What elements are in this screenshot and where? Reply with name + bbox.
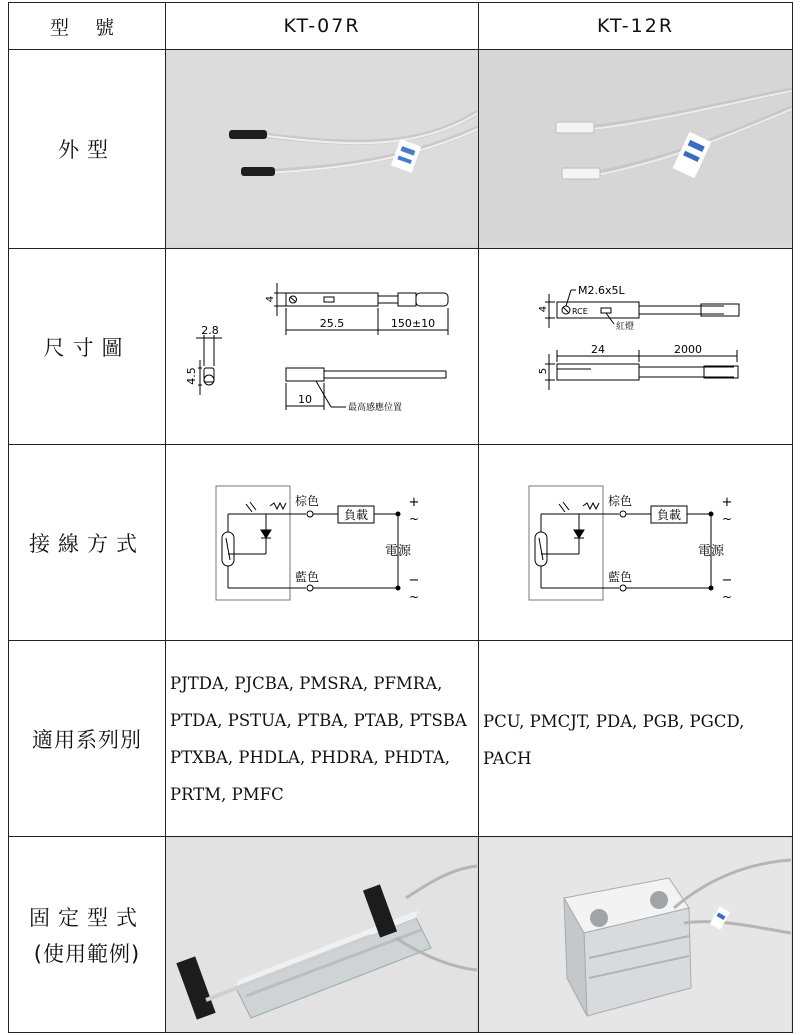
kt12r-wiring-diagram [479,445,793,641]
kt12r-photo [479,50,793,249]
appearance-label: 外型 [9,50,166,249]
kt07r-cylinder-image [166,838,477,1032]
dimensions-label: 尺寸圖 [9,249,166,445]
kt07r-series-line: PJTDA, PJCBA, PMSRA, PFMRA, [170,673,443,693]
appearance-row [9,50,793,249]
kt07r-dim-25-5: 25.5 [319,316,345,330]
wiring-row [9,445,793,641]
header-row [9,3,793,50]
kt12r-power: 電源 [697,543,725,559]
mounting-row [9,837,793,1033]
dimensions-row [9,249,793,445]
kt12r-dimension-drawing [479,249,793,445]
kt12r-circuit [479,446,791,640]
kt07r-series-line: PRTM, PMFC [170,784,284,804]
kt07r-dim-4: 4 [265,295,276,302]
kt12r-minus: − [721,572,733,588]
kt07r-load: 負載 [343,507,369,522]
kt12r-dim-4: 4 [538,305,549,312]
kt12r-blue-wire: 藍色 [608,569,633,584]
kt12r-screw-spec: M2.6x5L [578,283,625,297]
kt07r-dim-10: 10 [298,392,312,406]
kt12r-dim-5: 5 [538,367,549,374]
kt07r-minus: − [408,572,420,588]
kt07r-tilde-top: ~ [408,511,420,526]
kt12r-plus: + [721,494,733,510]
kt07r-dim-150: 150±10 [390,316,436,330]
kt07r-series-list [166,641,479,837]
kt12r-mounting-photo [479,837,793,1033]
kt07r-drawing [166,250,477,444]
kt07r-sensor-image [167,50,478,244]
kt07r-photo [166,50,479,249]
mounting-label [9,837,166,1033]
kt07r-series-line: PTXBA, PHDLA, PHDRA, PHDTA, [170,747,451,767]
kt12r-tilde-top: ~ [721,511,733,526]
kt07r-plus: + [408,494,420,510]
kt07r-dim-4-5: 4.5 [185,366,198,385]
kt12r-cylinder-image [479,838,791,1032]
kt12r-sensor-image [480,50,792,244]
header-kt07r: KT-07R [166,3,479,50]
kt07r-power: 電源 [384,543,412,559]
kt12r-load: 負載 [656,507,682,522]
header-kt12r: KT-12R [479,3,793,50]
kt07r-tilde-bottom: ~ [408,589,420,604]
kt07r-blue-wire: 藍色 [295,569,320,584]
kt07r-brown-wire: 棕色 [295,493,320,508]
kt12r-series-line: PACH [483,748,532,768]
mounting-label-line1: 固定型式 [29,905,145,930]
kt07r-circuit [166,446,477,640]
kt12r-dim-2000: 2000 [674,342,702,356]
kt07r-sensing-note: 最高感應位置 [348,402,403,413]
kt07r-dimension-drawing [166,249,479,445]
wiring-label: 接線方式 [9,445,166,641]
header-model-label: 型 號 [9,3,166,50]
kt12r-led-label: 紅燈 [616,321,635,332]
kt12r-dim-24: 24 [591,342,605,356]
kt12r-brown-wire: 棕色 [608,493,633,508]
kt07r-wiring-diagram [166,445,479,641]
kt12r-mark: RCE [572,306,588,316]
spec-table [8,2,793,1033]
series-label: 適用系列別 [9,641,166,837]
mounting-label-line2: (使用範例) [33,941,141,966]
kt12r-series-list [479,641,793,837]
kt12r-tilde-bottom: ~ [721,589,733,604]
kt07r-series-line: PTDA, PSTUA, PTBA, PTAB, PTSBA [170,710,467,730]
kt12r-series-line: PCU, PMCJT, PDA, PGB, PGCD, [483,711,745,731]
kt07r-mounting-photo [166,837,479,1033]
kt12r-drawing [479,250,791,444]
series-row [9,641,793,837]
kt07r-dim-2-8: 2.8 [201,323,219,337]
